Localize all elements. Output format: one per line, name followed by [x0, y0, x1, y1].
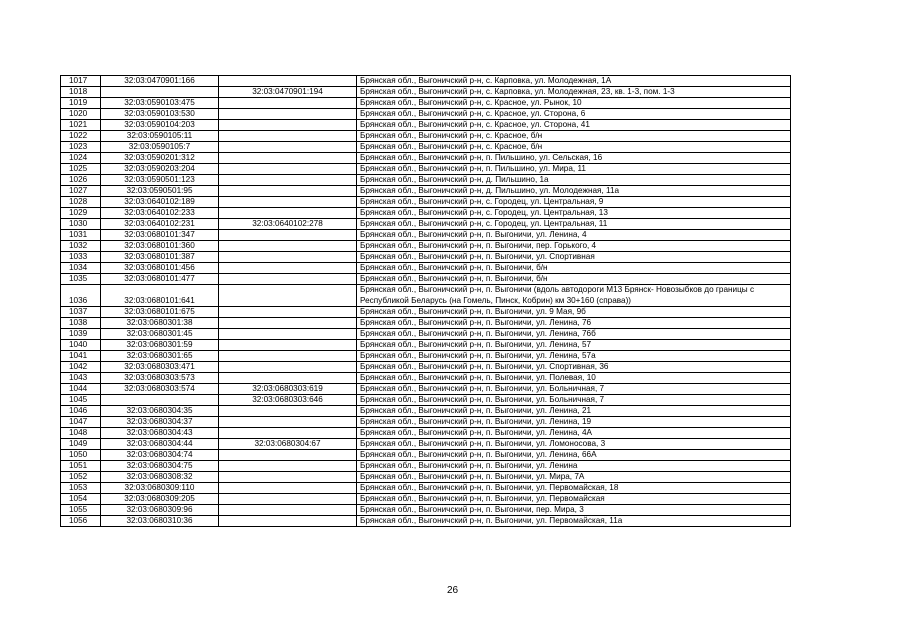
registry-table-body	[61, 76, 791, 527]
table-row	[61, 362, 791, 373]
address-cell: Брянская обл., Выгоничский р-н, п. Выгоничи, ул. Полевая, 10	[357, 373, 791, 384]
cadastral-number-cell: 32:03:0470901:166	[101, 76, 219, 87]
row-number-cell: 1021	[61, 120, 101, 131]
row-number-cell: 1027	[61, 186, 101, 197]
address-cell: Брянская обл., Выгоничский р-н, п. Выгоничи, ул. Ломоносова, 3	[357, 439, 791, 450]
linked-cadastral-number-cell: 32:03:0680303:619	[219, 384, 357, 395]
address-cell: Брянская обл., Выгоничский р-н, п. Выгоничи, пер. Мира, 3	[357, 505, 791, 516]
table-row	[61, 483, 791, 494]
table-row	[61, 263, 791, 274]
page-number: 26	[446, 585, 459, 596]
cadastral-number-cell: 32:03:0680303:574	[101, 384, 219, 395]
row-number-cell: 1052	[61, 472, 101, 483]
table-row	[61, 450, 791, 461]
cadastral-number-cell: 32:03:0590201:312	[101, 153, 219, 164]
row-number-cell: 1053	[61, 483, 101, 494]
cadastral-number-cell: 32:03:0590103:475	[101, 98, 219, 109]
table-row	[61, 153, 791, 164]
linked-cadastral-number-cell: 32:03:0470901:194	[219, 87, 357, 98]
address-cell: Брянская обл., Выгоничский р-н, п. Выгоничи, ул. Ленина, 57а	[357, 351, 791, 362]
linked-cadastral-number-cell	[219, 230, 357, 241]
table-row	[61, 516, 791, 527]
row-number-cell: 1046	[61, 406, 101, 417]
cadastral-number-cell: 32:03:0680309:96	[101, 505, 219, 516]
linked-cadastral-number-cell	[219, 329, 357, 340]
linked-cadastral-number-cell	[219, 472, 357, 483]
cadastral-number-cell: 32:03:0680301:65	[101, 351, 219, 362]
address-cell: Брянская обл., Выгоничский р-н, д. Пильшино, 1а	[357, 175, 791, 186]
address-cell: Брянская обл., Выгоничский р-н, с. Городец, ул. Центральная, 9	[357, 197, 791, 208]
row-number-cell: 1022	[61, 131, 101, 142]
table-row	[61, 461, 791, 472]
cadastral-number-cell: 32:03:0680304:37	[101, 417, 219, 428]
row-number-cell: 1039	[61, 329, 101, 340]
linked-cadastral-number-cell	[219, 461, 357, 472]
address-cell: Брянская обл., Выгоничский р-н, п. Выгоничи, ул. Ленина, 4А	[357, 428, 791, 439]
address-cell: Брянская обл., Выгоничский р-н, с. Карповка, ул. Молодежная, 1А	[357, 76, 791, 87]
table-row	[61, 219, 791, 230]
table-row	[61, 439, 791, 450]
cadastral-number-cell: 32:03:0680310:36	[101, 516, 219, 527]
linked-cadastral-number-cell	[219, 417, 357, 428]
address-cell: Брянская обл., Выгоничский р-н, с. Красное, ул. Рынок, 10	[357, 98, 791, 109]
address-cell: Брянская обл., Выгоничский р-н, с. Красное, б/н	[357, 131, 791, 142]
address-cell: Брянская обл., Выгоничский р-н, п. Выгоничи, б/н	[357, 263, 791, 274]
table-row	[61, 87, 791, 98]
row-number-cell: 1049	[61, 439, 101, 450]
linked-cadastral-number-cell	[219, 318, 357, 329]
row-number-cell: 1029	[61, 208, 101, 219]
registry-table	[60, 75, 791, 527]
table-row	[61, 197, 791, 208]
cadastral-number-cell: 32:03:0590103:530	[101, 109, 219, 120]
address-cell: Брянская обл., Выгоничский р-н, п. Выгоничи, ул. Больничная, 7	[357, 384, 791, 395]
table-row	[61, 505, 791, 516]
table-row	[61, 142, 791, 153]
linked-cadastral-number-cell	[219, 164, 357, 175]
cadastral-number-cell: 32:03:0680301:45	[101, 329, 219, 340]
address-cell: Брянская обл., Выгоничский р-н, п. Пильшино, ул. Сельская, 16	[357, 153, 791, 164]
row-number-cell: 1019	[61, 98, 101, 109]
cadastral-number-cell: 32:03:0680304:75	[101, 461, 219, 472]
address-cell: Брянская обл., Выгоничский р-н, п. Пильшино, ул. Мира, 11	[357, 164, 791, 175]
linked-cadastral-number-cell	[219, 241, 357, 252]
row-number-cell: 1041	[61, 351, 101, 362]
address-cell: Брянская обл., Выгоничский р-н, д. Пильшино, ул. Молодежная, 11а	[357, 186, 791, 197]
address-cell: Брянская обл., Выгоничский р-н, п. Выгоничи, ул. Ленина, 57	[357, 340, 791, 351]
row-number-cell: 1028	[61, 197, 101, 208]
cadastral-number-cell: 32:03:0680101:347	[101, 230, 219, 241]
table-row	[61, 98, 791, 109]
cadastral-number-cell: 32:03:0680301:59	[101, 340, 219, 351]
linked-cadastral-number-cell	[219, 494, 357, 505]
cadastral-number-cell: 32:03:0680101:641	[101, 285, 219, 307]
row-number-cell: 1043	[61, 373, 101, 384]
address-cell: Брянская обл., Выгоничский р-н, п. Выгоничи, ул. Ленина, 76	[357, 318, 791, 329]
address-cell: Брянская обл., Выгоничский р-н, п. Выгоничи, ул. Первомайская	[357, 494, 791, 505]
cadastral-number-cell: 32:03:0640102:231	[101, 219, 219, 230]
address-cell: Брянская обл., Выгоничский р-н, п. Выгоничи, пер. Горького, 4	[357, 241, 791, 252]
cadastral-number-cell: 32:03:0680303:573	[101, 373, 219, 384]
address-cell: Брянская обл., Выгоничский р-н, п. Выгоничи, ул. Спортивная	[357, 252, 791, 263]
linked-cadastral-number-cell	[219, 406, 357, 417]
table-row	[61, 417, 791, 428]
linked-cadastral-number-cell	[219, 263, 357, 274]
address-cell: Брянская обл., Выгоничский р-н, п. Выгоничи, ул. Ленина, 76б	[357, 329, 791, 340]
row-number-cell: 1038	[61, 318, 101, 329]
address-cell: Брянская обл., Выгоничский р-н, с. Красное, б/н	[357, 142, 791, 153]
linked-cadastral-number-cell	[219, 197, 357, 208]
table-row	[61, 395, 791, 406]
cadastral-number-cell: 32:03:0590501:95	[101, 186, 219, 197]
linked-cadastral-number-cell	[219, 208, 357, 219]
table-row	[61, 131, 791, 142]
address-cell: Брянская обл., Выгоничский р-н, п. Выгоничи, ул. Ленина	[357, 461, 791, 472]
address-cell: Брянская обл., Выгоничский р-н, п. Выгоничи, б/н	[357, 274, 791, 285]
linked-cadastral-number-cell	[219, 516, 357, 527]
linked-cadastral-number-cell	[219, 109, 357, 120]
cadastral-number-cell: 32:03:0640102:189	[101, 197, 219, 208]
cadastral-number-cell: 32:03:0680304:44	[101, 439, 219, 450]
table-row	[61, 494, 791, 505]
linked-cadastral-number-cell	[219, 131, 357, 142]
linked-cadastral-number-cell	[219, 175, 357, 186]
address-cell: Брянская обл., Выгоничский р-н, п. Выгоничи, ул. Ленина, 19	[357, 417, 791, 428]
address-cell: Брянская обл., Выгоничский р-н, п. Выгоничи, ул. Мира, 7А	[357, 472, 791, 483]
row-number-cell: 1017	[61, 76, 101, 87]
address-cell: Брянская обл., Выгоничский р-н, п. Выгоничи, ул. 9 Мая, 9б	[357, 307, 791, 318]
table-row	[61, 252, 791, 263]
row-number-cell: 1051	[61, 461, 101, 472]
row-number-cell: 1030	[61, 219, 101, 230]
address-cell: Брянская обл., Выгоничский р-н, п. Выгоничи, ул. Первомайская, 18	[357, 483, 791, 494]
linked-cadastral-number-cell	[219, 450, 357, 461]
cadastral-number-cell: 32:03:0590104:203	[101, 120, 219, 131]
table-row	[61, 175, 791, 186]
row-number-cell: 1047	[61, 417, 101, 428]
linked-cadastral-number-cell	[219, 505, 357, 516]
cadastral-number-cell: 32:03:0680308:32	[101, 472, 219, 483]
cadastral-number-cell: 32:03:0680101:456	[101, 263, 219, 274]
cadastral-number-cell: 32:03:0680309:205	[101, 494, 219, 505]
linked-cadastral-number-cell	[219, 428, 357, 439]
row-number-cell: 1032	[61, 241, 101, 252]
row-number-cell: 1025	[61, 164, 101, 175]
table-row	[61, 230, 791, 241]
cadastral-number-cell: 32:03:0680101:477	[101, 274, 219, 285]
address-cell: Брянская обл., Выгоничский р-н, с. Городец, ул. Центральная, 11	[357, 219, 791, 230]
linked-cadastral-number-cell	[219, 351, 357, 362]
row-number-cell: 1031	[61, 230, 101, 241]
row-number-cell: 1020	[61, 109, 101, 120]
linked-cadastral-number-cell: 32:03:0680304:67	[219, 439, 357, 450]
table-row	[61, 285, 791, 307]
linked-cadastral-number-cell	[219, 307, 357, 318]
table-row	[61, 340, 791, 351]
row-number-cell: 1023	[61, 142, 101, 153]
cadastral-number-cell: 32:03:0680303:471	[101, 362, 219, 373]
address-cell: Брянская обл., Выгоничский р-н, п. Выгоничи, ул. Больничная, 7	[357, 395, 791, 406]
address-cell: Брянская обл., Выгоничский р-н, п. Выгоничи, ул. Ленина, 4	[357, 230, 791, 241]
linked-cadastral-number-cell	[219, 483, 357, 494]
linked-cadastral-number-cell	[219, 142, 357, 153]
linked-cadastral-number-cell	[219, 120, 357, 131]
cadastral-number-cell	[101, 395, 219, 406]
address-cell: Брянская обл., Выгоничский р-н, п. Выгоничи, ул. Ленина, 66А	[357, 450, 791, 461]
table-row	[61, 241, 791, 252]
linked-cadastral-number-cell	[219, 98, 357, 109]
cadastral-number-cell: 32:03:0590203:204	[101, 164, 219, 175]
cadastral-number-cell: 32:03:0680101:387	[101, 252, 219, 263]
row-number-cell: 1042	[61, 362, 101, 373]
row-number-cell: 1040	[61, 340, 101, 351]
cadastral-number-cell: 32:03:0680304:43	[101, 428, 219, 439]
linked-cadastral-number-cell	[219, 285, 357, 307]
table-row	[61, 406, 791, 417]
address-cell: Брянская обл., Выгоничский р-н, п. Выгоничи (вдоль автодороги М13 Брянск- Новозыбков до границы с Республикой Беларусь (на Гомель, Пинск, Кобрин) км 30+160 (справа))	[357, 285, 791, 307]
row-number-cell: 1035	[61, 274, 101, 285]
cadastral-number-cell: 32:03:0680101:675	[101, 307, 219, 318]
row-number-cell: 1026	[61, 175, 101, 186]
table-row	[61, 120, 791, 131]
linked-cadastral-number-cell	[219, 340, 357, 351]
row-number-cell: 1044	[61, 384, 101, 395]
table-row	[61, 208, 791, 219]
row-number-cell: 1024	[61, 153, 101, 164]
row-number-cell: 1050	[61, 450, 101, 461]
address-cell: Брянская обл., Выгоничский р-н, с. Красное, ул. Сторона, 41	[357, 120, 791, 131]
linked-cadastral-number-cell	[219, 274, 357, 285]
address-cell: Брянская обл., Выгоничский р-н, п. Выгоничи, ул. Ленина, 21	[357, 406, 791, 417]
linked-cadastral-number-cell	[219, 186, 357, 197]
cadastral-number-cell: 32:03:0590501:123	[101, 175, 219, 186]
row-number-cell: 1048	[61, 428, 101, 439]
linked-cadastral-number-cell: 32:03:0640102:278	[219, 219, 357, 230]
address-cell: Брянская обл., Выгоничский р-н, п. Выгоничи, ул. Спортивная, 36	[357, 362, 791, 373]
table-row	[61, 109, 791, 120]
row-number-cell: 1034	[61, 263, 101, 274]
linked-cadastral-number-cell	[219, 76, 357, 87]
address-cell: Брянская обл., Выгоничский р-н, с. Городец, ул. Центральная, 13	[357, 208, 791, 219]
address-cell: Брянская обл., Выгоничский р-н, с. Красное, ул. Сторона, 6	[357, 109, 791, 120]
cadastral-number-cell	[101, 87, 219, 98]
row-number-cell: 1055	[61, 505, 101, 516]
table-row	[61, 472, 791, 483]
table-row	[61, 186, 791, 197]
row-number-cell: 1054	[61, 494, 101, 505]
address-cell: Брянская обл., Выгоничский р-н, п. Выгоничи, ул. Первомайская, 11а	[357, 516, 791, 527]
linked-cadastral-number-cell	[219, 362, 357, 373]
cadastral-number-cell: 32:03:0590105:7	[101, 142, 219, 153]
table-row	[61, 274, 791, 285]
cadastral-number-cell: 32:03:0680309:110	[101, 483, 219, 494]
row-number-cell: 1045	[61, 395, 101, 406]
table-row	[61, 164, 791, 175]
linked-cadastral-number-cell	[219, 373, 357, 384]
table-row	[61, 76, 791, 87]
cadastral-number-cell: 32:03:0640102:233	[101, 208, 219, 219]
cadastral-number-cell: 32:03:0680304:74	[101, 450, 219, 461]
cadastral-number-cell: 32:03:0680304:35	[101, 406, 219, 417]
linked-cadastral-number-cell	[219, 252, 357, 263]
table-row	[61, 351, 791, 362]
table-row	[61, 384, 791, 395]
row-number-cell: 1037	[61, 307, 101, 318]
address-cell: Брянская обл., Выгоничский р-н, с. Карповка, ул. Молодежная, 23, кв. 1-3, пом. 1-3	[357, 87, 791, 98]
row-number-cell: 1056	[61, 516, 101, 527]
table-row	[61, 318, 791, 329]
row-number-cell: 1033	[61, 252, 101, 263]
table-row	[61, 428, 791, 439]
row-number-cell: 1018	[61, 87, 101, 98]
table-row	[61, 373, 791, 384]
table-row	[61, 329, 791, 340]
cadastral-number-cell: 32:03:0680101:360	[101, 241, 219, 252]
linked-cadastral-number-cell: 32:03:0680303:646	[219, 395, 357, 406]
linked-cadastral-number-cell	[219, 153, 357, 164]
row-number-cell: 1036	[61, 285, 101, 307]
cadastral-number-cell: 32:03:0680301:38	[101, 318, 219, 329]
table-row	[61, 307, 791, 318]
cadastral-number-cell: 32:03:0590105:11	[101, 131, 219, 142]
